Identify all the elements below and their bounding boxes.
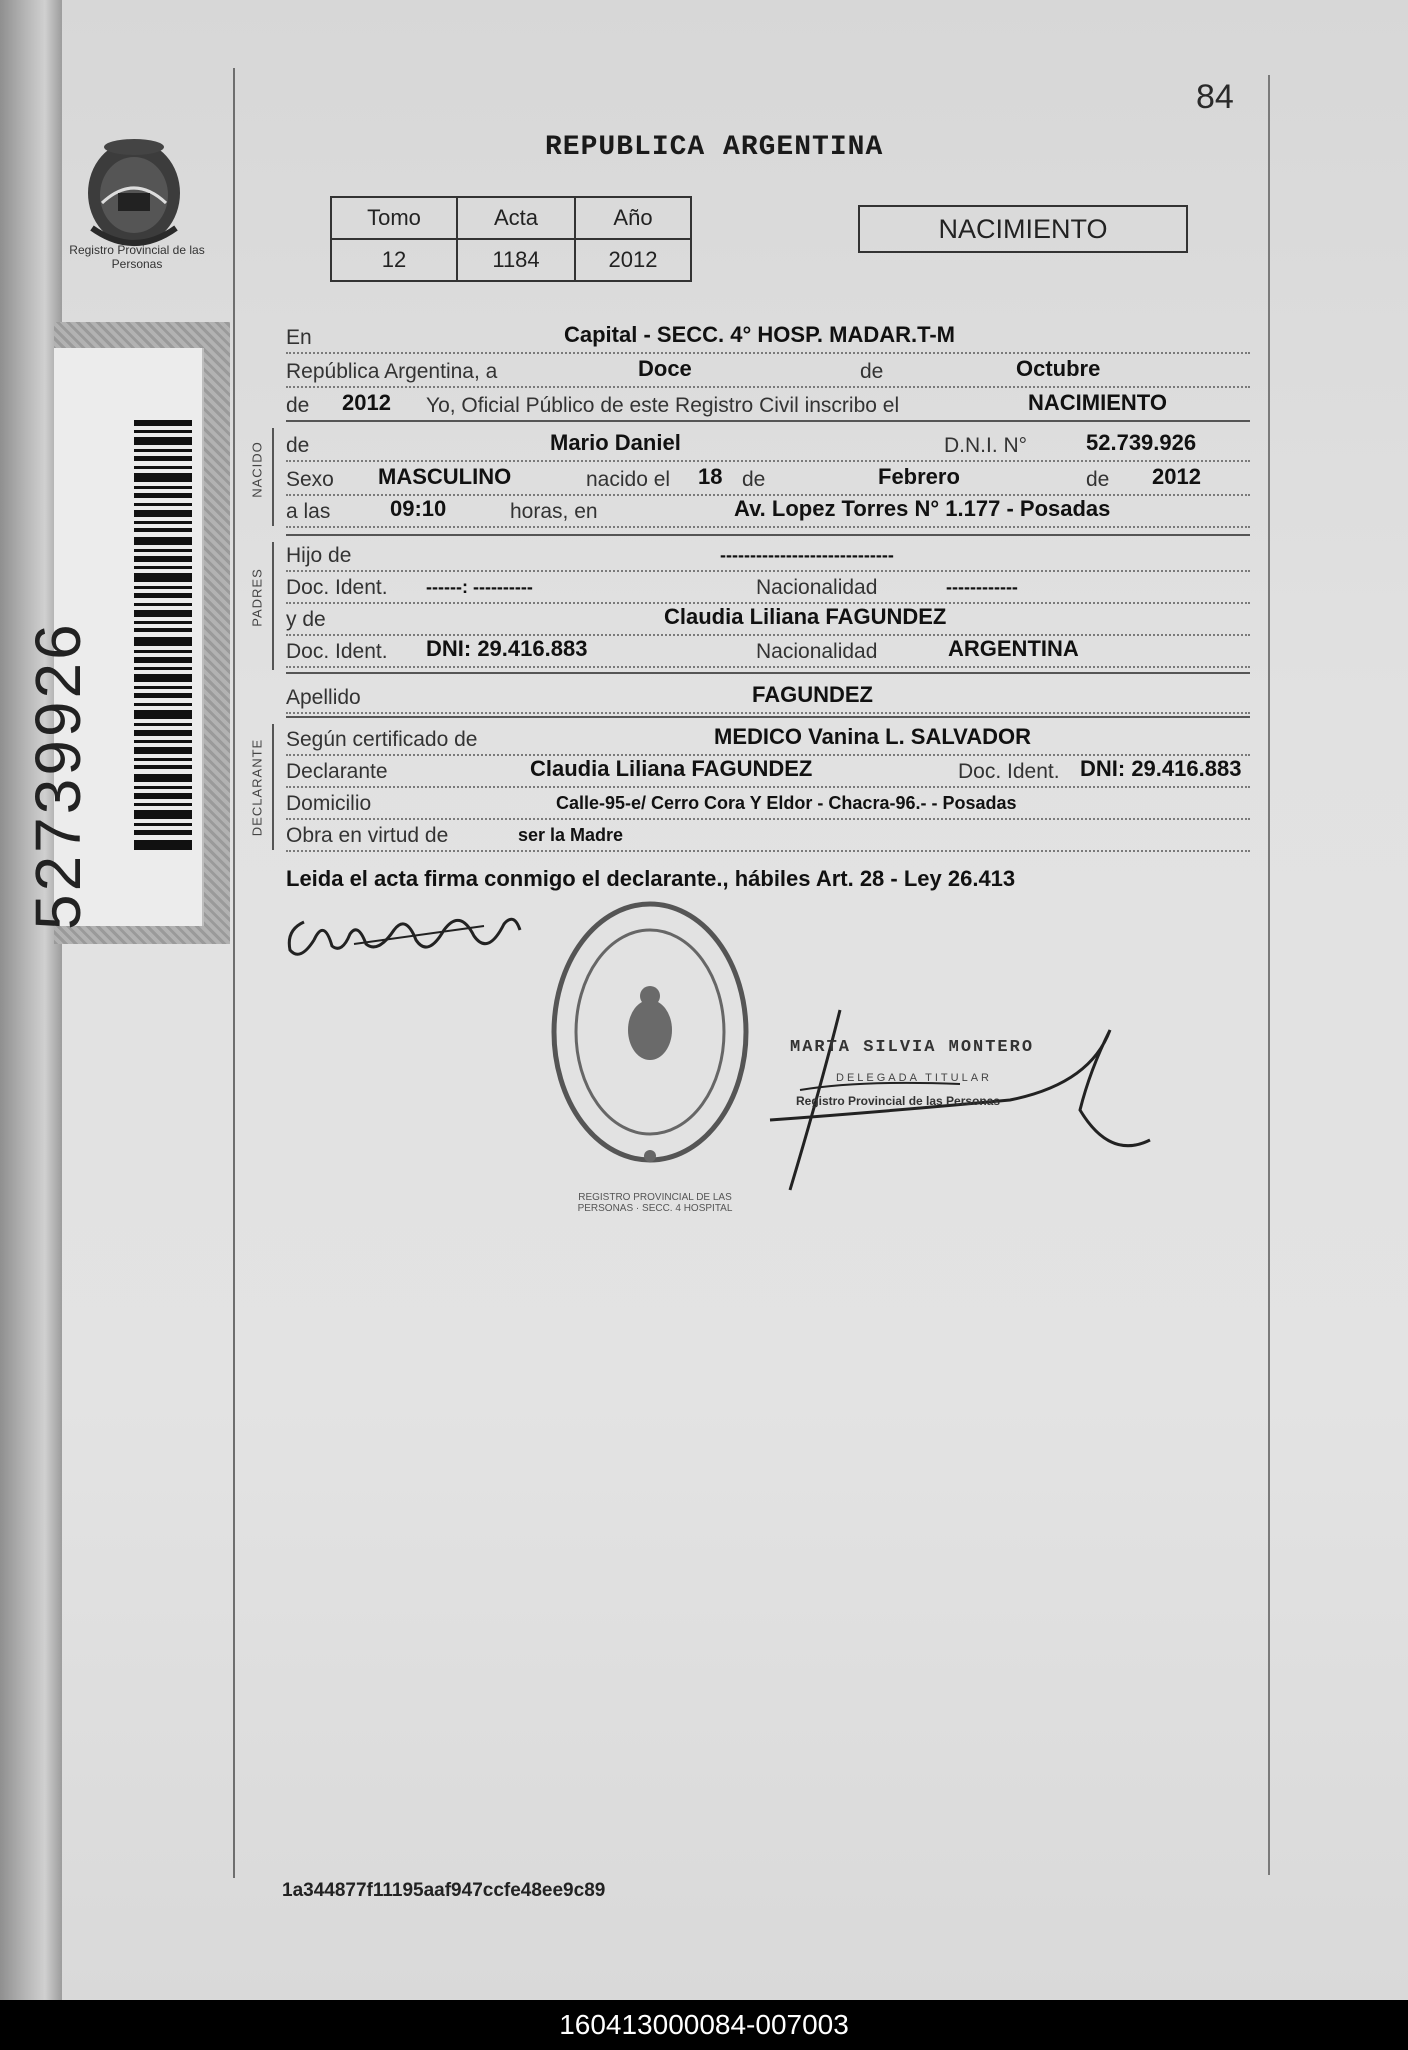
document-title: REPUBLICA ARGENTINA — [545, 132, 884, 163]
right-margin-line — [1268, 75, 1270, 1875]
alas-label: a las — [286, 500, 331, 523]
official-stamp — [540, 892, 760, 1182]
barcode-number: 52739926 — [22, 621, 94, 930]
separator — [286, 672, 1250, 674]
sexo-label: Sexo — [286, 468, 334, 491]
de-label-5: de — [1086, 468, 1110, 491]
row-hora — [286, 490, 1250, 528]
official-role: DELEGADA TITULAR — [836, 1072, 992, 1084]
official-name: MARTA SILVIA MONTERO — [790, 1038, 1035, 1057]
lugar-value: Av. Lopez Torres N° 1.177 - Posadas — [734, 496, 1111, 521]
declarante-label: Declarante — [286, 760, 388, 783]
book-spine — [0, 0, 62, 2000]
dni-label: D.N.I. N° — [944, 434, 1028, 457]
hora-value: 09:10 — [390, 496, 447, 521]
sexo-value: MASCULINO — [378, 464, 512, 489]
de-label: de — [860, 360, 884, 383]
dni-value: 52.739.926 — [1086, 430, 1197, 455]
de-label-2: de — [286, 394, 310, 417]
domicilio-value: Calle-95-e/ Cerro Cora Y Eldor - Chacra-96.- - Posadas — [556, 793, 1017, 813]
ano-header: Año — [575, 197, 691, 239]
row-doc2 — [286, 630, 1250, 668]
section-line-declarante — [272, 724, 274, 850]
de-label-4: de — [742, 468, 766, 491]
registry-table — [330, 196, 692, 282]
obra-value: ser la Madre — [518, 825, 624, 845]
inscribo-value: NACIMIENTO — [1028, 390, 1167, 415]
section-line-nacido — [272, 428, 274, 526]
footer-id: 160413000084-007003 — [559, 2009, 849, 2040]
declarante-value: Claudia Liliana FAGUNDEZ — [530, 756, 813, 781]
doc-decl-value: DNI: 29.416.883 — [1080, 756, 1242, 781]
nacionalidad-label: Nacionalidad — [756, 576, 878, 599]
document-hash: 1a344877f11195aaf947ccfe48ee9c89 — [282, 1880, 606, 1901]
row-en — [286, 316, 1250, 354]
month-value: Octubre — [1016, 356, 1101, 381]
hijo-label: Hijo de — [286, 544, 352, 567]
doc-ident-label: Doc. Ident. — [286, 576, 388, 599]
en-label: En — [286, 326, 312, 349]
horas-label: horas, en — [510, 500, 598, 523]
nombre-value: Mario Daniel — [550, 430, 681, 455]
birth-year-value: 2012 — [1152, 464, 1201, 489]
apellido-label: Apellido — [286, 686, 361, 709]
oficial-text: Yo, Oficial Público de este Registro Civil inscribo el — [426, 394, 900, 417]
section-label-nacido: NACIDO — [249, 441, 265, 498]
row-nombre — [286, 424, 1250, 462]
row-apellido — [286, 676, 1250, 714]
declarant-signature — [284, 900, 534, 970]
row-fecha — [286, 350, 1250, 388]
stamp-caption: REGISTRO PROVINCIAL DE LAS PERSONAS · SECC. 4 HOSPITAL — [577, 1192, 733, 1214]
domicilio-label: Domicilio — [286, 792, 372, 815]
row-oficial — [286, 384, 1250, 422]
doc-ident-label-2: Doc. Ident. — [286, 640, 388, 663]
nacionalidad-label-2: Nacionalidad — [756, 640, 878, 663]
separator — [286, 420, 1250, 422]
page-number: 84 — [1196, 78, 1234, 116]
acta-value: 1184 — [457, 239, 575, 281]
obra-label: Obra en virtud de — [286, 824, 449, 847]
tomo-header: Tomo — [331, 197, 457, 239]
day-value: Doce — [638, 356, 692, 381]
doc1-value: ------: ---------- — [426, 577, 533, 597]
certificado-value: MEDICO Vanina L. SALVADOR — [714, 724, 1031, 749]
margin-line — [233, 68, 235, 1878]
madre-value: Claudia Liliana FAGUNDEZ — [664, 604, 947, 629]
nacido-label: nacido el — [586, 468, 671, 491]
barcode-icon — [134, 420, 192, 850]
de-label-3: de — [286, 434, 310, 457]
en-value: Capital - SECC. 4° HOSP. MADAR.T-M — [564, 322, 955, 347]
nac1-value: ------------ — [946, 577, 1018, 597]
section-line-padres — [272, 542, 274, 670]
republica-label: República Argentina, a — [286, 360, 498, 383]
hijo-value: ----------------------------- — [720, 545, 894, 565]
section-label-padres: PADRES — [249, 568, 265, 627]
yde-label: y de — [286, 608, 326, 631]
ano-value: 2012 — [575, 239, 691, 281]
acta-header: Acta — [457, 197, 575, 239]
footer-bar — [0, 2000, 1408, 2050]
official-office: Registro Provincial de las Personas — [796, 1094, 1001, 1108]
year-value: 2012 — [342, 390, 391, 415]
row-obra — [286, 814, 1250, 852]
logo-caption: Registro Provincial de las Personas — [69, 243, 205, 271]
apellido-value: FAGUNDEZ — [752, 682, 873, 707]
birth-month-value: Febrero — [878, 464, 960, 489]
leida-statement: Leida el acta firma conmigo el declarante., hábiles Art. 28 - Ley 26.413 — [286, 866, 1016, 891]
birth-day-value: 18 — [698, 464, 723, 489]
segun-label: Según certificado de — [286, 728, 478, 751]
nac2-value: ARGENTINA — [948, 636, 1079, 661]
act-type-box: NACIMIENTO — [858, 205, 1188, 253]
tomo-value: 12 — [331, 239, 457, 281]
doc-ident-label-3: Doc. Ident. — [958, 760, 1060, 783]
section-label-declarante: DECLARANTE — [249, 738, 265, 837]
doc2-value: DNI: 29.416.883 — [426, 636, 588, 661]
